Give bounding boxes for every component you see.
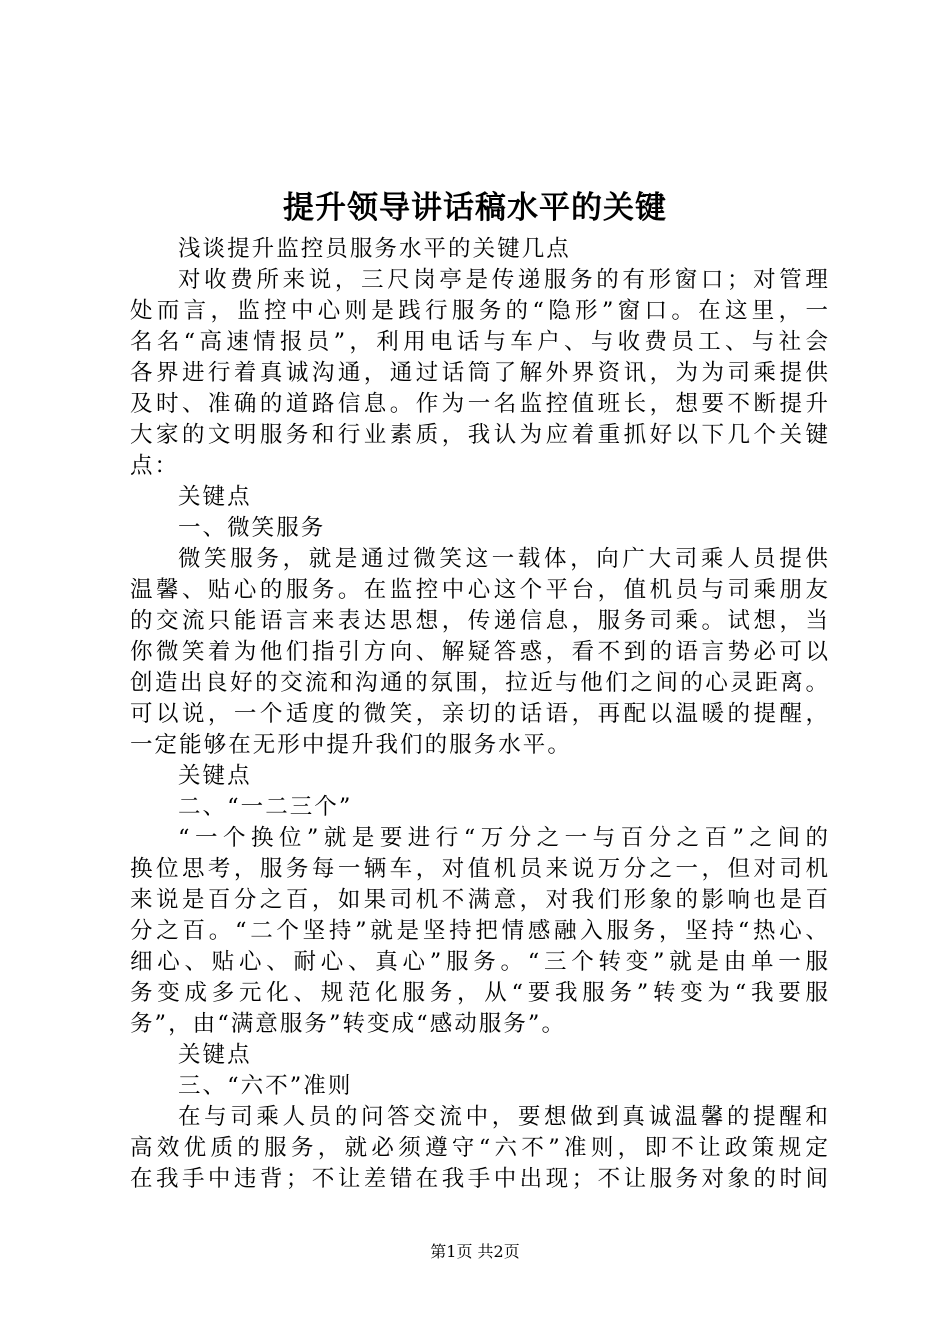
paragraph-line: 分之百。“二个坚持”就是坚持把情感融入服务，坚持“热心、: [130, 918, 830, 944]
page-footer: 第1页 共2页: [430, 1242, 520, 1261]
paragraph-line: 三、“六不”准则: [178, 1073, 353, 1099]
paragraph-line: “一个换位”就是要进行“万分之一与百分之百”之间的: [178, 825, 830, 851]
paragraph-line: 高效优质的服务，就必须遵守“六不”准则，即不让政策规定: [130, 1135, 830, 1161]
paragraph-line: 的交流只能语言来表达思想，传递信息，服务司乘。试想，当: [130, 608, 830, 634]
paragraph-line: 可以说，一个适度的微笑，亲切的话语，再配以温暖的提醒，: [130, 701, 830, 727]
paragraph-line: 名名“高速情报员”，利用电话与车户、与收费员工、与社会: [130, 329, 830, 355]
paragraph-line: 及时、准确的道路信息。作为一名监控值班长，想要不断提升: [130, 391, 830, 417]
paragraph-line: 创造出良好的交流和沟通的氛围，拉近与他们之间的心灵距离。: [130, 670, 830, 696]
document-title: 提升领导讲话稿水平的关键: [283, 190, 667, 226]
paragraph-line: 微笑服务，就是通过微笑这一载体，向广大司乘人员提供: [178, 546, 830, 572]
paragraph-line: 来说是百分之百，如果司机不满意，对我们形象的影响也是百: [130, 887, 830, 913]
paragraph-line: 务变成多元化、规范化服务，从“要我服务”转变为“我要服: [130, 980, 830, 1006]
paragraph-line: 大家的文明服务和行业素质，我认为应着重抓好以下几个关键: [130, 422, 830, 448]
paragraph-line: 处而言，监控中心则是践行服务的“隐形”窗口。在这里，一: [130, 298, 830, 324]
paragraph-line: 你微笑着为他们指引方向、解疑答惑，看不到的语言势必可以: [130, 639, 830, 665]
paragraph-line: 在与司乘人员的问答交流中，要想做到真诚温馨的提醒和: [178, 1104, 830, 1130]
paragraph-line: 换位思考，服务每一辆车，对值机员来说万分之一，但对司机: [130, 856, 830, 882]
paragraph-line: 务”，由“满意服务”转变成“感动服务”。: [130, 1011, 567, 1037]
paragraph-line: 在我手中违背；不让差错在我手中出现；不让服务对象的时间: [130, 1166, 830, 1192]
paragraph-line: 关键点: [178, 763, 252, 789]
paragraph-line: 点：: [130, 453, 180, 479]
paragraph-line: 温馨、贴心的服务。在监控中心这个平台，值机员与司乘朋友: [130, 577, 830, 603]
paragraph-line: 一、微笑服务: [178, 515, 326, 541]
paragraph-line: 细心、贴心、耐心、真心”服务。“三个转变”就是由单一服: [130, 949, 830, 975]
paragraph-line: 对收费所来说，三尺岗亭是传递服务的有形窗口；对管理: [178, 267, 830, 293]
document-body: [130, 234, 830, 1195]
paragraph-line: 关键点: [178, 1042, 252, 1068]
paragraph-line: 浅谈提升监控员服务水平的关键几点: [178, 236, 571, 262]
paragraph-line: 二、“一二三个”: [178, 794, 353, 820]
paragraph-line: 各界进行着真诚沟通，通过话筒了解外界资讯，为为司乘提供: [130, 360, 830, 386]
paragraph-line: 关键点: [178, 484, 252, 510]
paragraph-line: 一定能够在无形中提升我们的服务水平。: [130, 732, 572, 758]
